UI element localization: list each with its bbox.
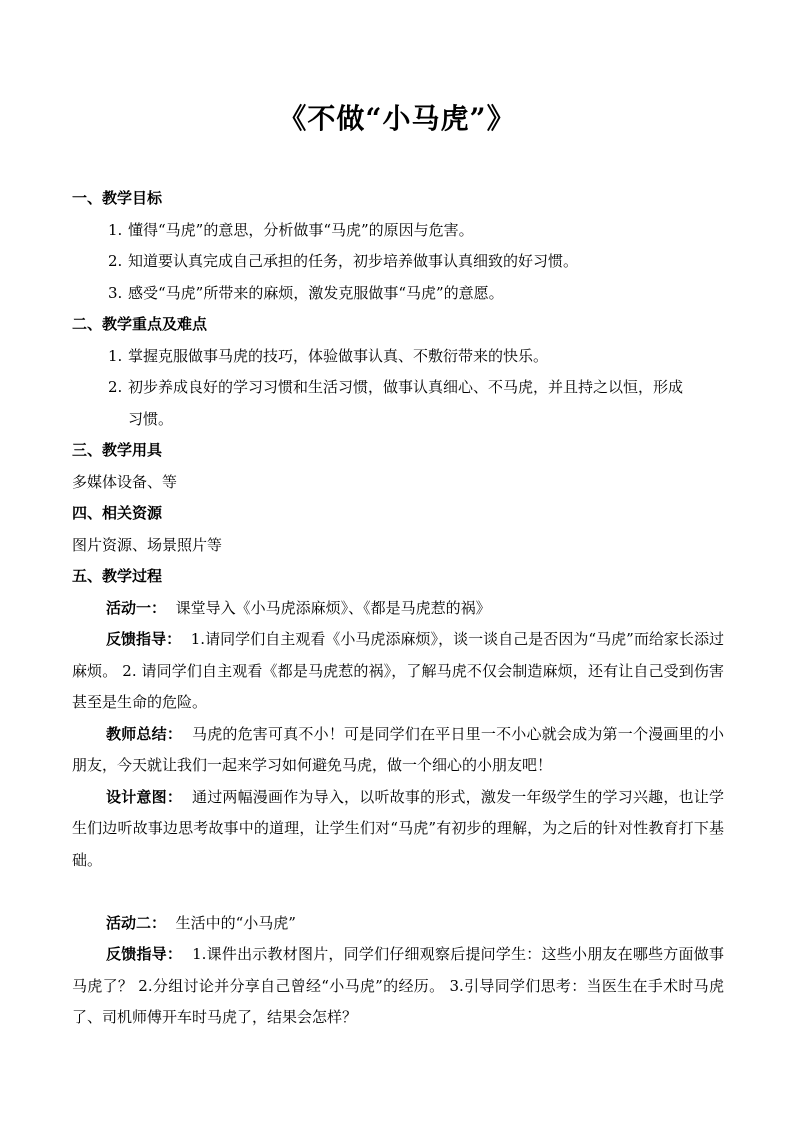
list-item-text: 懂得“马虎”的意思，分析做事“马虎”的原因与危害。	[128, 220, 474, 239]
list-item-number: 2.	[108, 252, 123, 270]
intent-text: 通过两幅漫画作为导入，以听故事的形式，激发一年级学生的学习兴趣，也让学生们边听故事边思考故事中的道理，让学生们对“马虎”有初步的理解，为之后的针对性教育打下基础。	[72, 787, 724, 869]
section-heading-tools: 三、教学用具	[72, 441, 163, 459]
list-item	[72, 341, 724, 373]
list-item	[72, 246, 724, 278]
summary-text: 马虎的危害可真不小！可是同学们在平日里一不小心就会成为第一个漫画里的小朋友，今天就让我们一起来学习如何避免马虎，做一个细心的小朋友吧！	[72, 724, 724, 774]
activity-1-intent	[72, 782, 724, 877]
section-heading-process: 五、教学过程	[72, 567, 163, 585]
list-item-text: 知道要认真完成自己承担的任务，初步培养做事认真细致的好习惯。	[128, 252, 579, 270]
feedback-text: 1.课件出示教材图片，同学们仔细观察后提问学生：这些小朋友在哪些方面做事马虎了？ 2.分组讨论并分享自己曾经“小马虎”的经历。 3.引导同学们思考：当医生在手术时马虎了、司机师傅开车时马虎了，结果会怎样？	[72, 945, 724, 1026]
list-item-number: 3.	[108, 283, 123, 302]
activity-label: 活动一：	[106, 598, 167, 617]
list-item-text: 感受“马虎”所带来的麻烦，激发克服做事“马虎”的意愿。	[128, 283, 504, 302]
list-item-continuation: 习惯。	[128, 409, 174, 428]
section-heading-resources: 四、相关资源	[72, 504, 163, 522]
activity-2-title	[72, 908, 724, 940]
resources-text: 图片资源、场景照片等	[72, 535, 223, 554]
activity-title-text: 课堂导入《小马虎添麻烦》、《都是马虎惹的祸》	[175, 598, 491, 617]
list-item-number: 2.	[108, 378, 123, 396]
summary-label: 教师总结：	[106, 724, 183, 743]
feedback-text: 1.请同学们自主观看《小马虎添麻烦》，谈一谈自己是否因为“马虎”而给家长添过麻烦。 2. 请同学们自主观看《都是马虎惹的祸》，了解马虎不仅会制造麻烦，还有让自己受到伤害甚至是生命的危险。	[72, 630, 724, 711]
list-item	[72, 215, 724, 247]
tools-text: 多媒体设备、等	[72, 472, 178, 491]
intent-label: 设计意图：	[106, 787, 183, 806]
document-body	[72, 183, 724, 1034]
feedback-label: 反馈指导：	[106, 630, 182, 648]
list-item-text: 掌握克服做事马虎的技巧，体验做事认真、不敷衍带来的快乐。	[128, 346, 549, 365]
list-item-number: 1.	[108, 346, 123, 365]
activity-1-title	[72, 593, 724, 625]
list-item	[72, 278, 724, 310]
activity-1-feedback	[72, 624, 724, 719]
list-item	[72, 372, 724, 404]
activity-1-summary	[72, 719, 724, 782]
list-item-text: 初步养成良好的学习习惯和生活习惯，做事认真细心、不马虎，并且持之以恒，形成	[128, 378, 684, 396]
section-heading-key-points: 二、教学重点及难点	[72, 315, 208, 333]
feedback-label: 反馈指导：	[106, 945, 183, 963]
activity-2-feedback	[72, 939, 724, 1034]
paragraph-gap	[72, 876, 724, 908]
activity-label: 活动二：	[106, 913, 167, 932]
section-heading-goals: 一、教学目标	[72, 189, 163, 207]
list-item-number: 1.	[108, 220, 123, 239]
activity-title-text: 生活中的“小马虎”	[175, 913, 296, 932]
document-title: 《不做“小马虎”》	[278, 102, 516, 135]
